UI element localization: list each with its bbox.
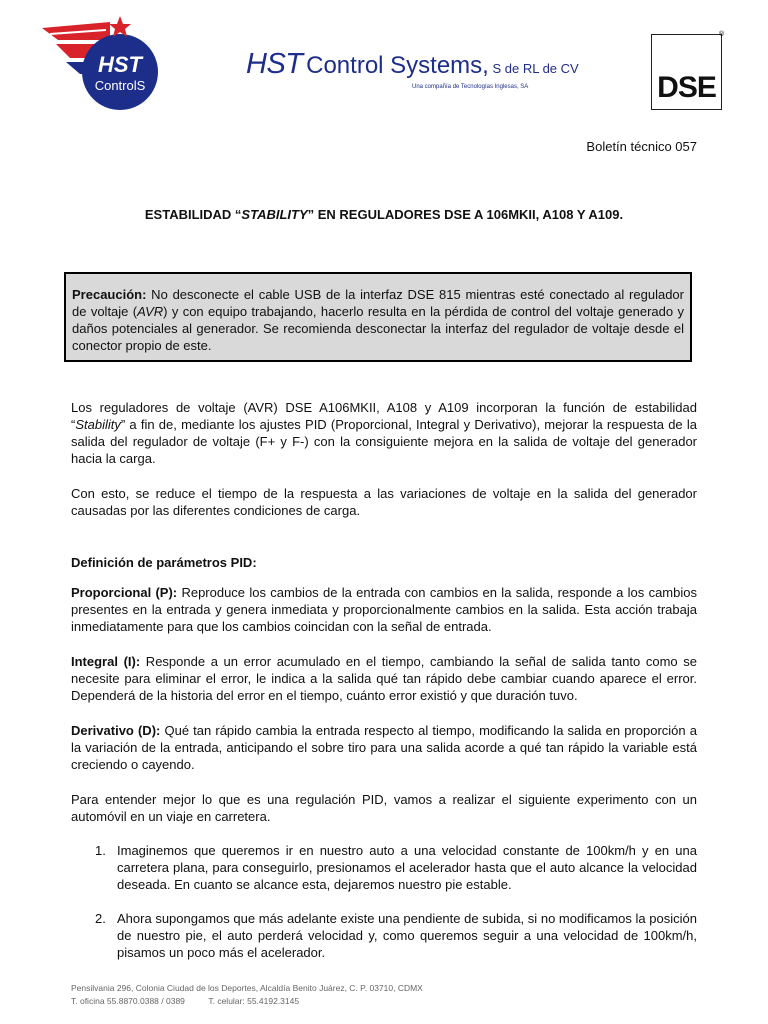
caution-italic: AVR [137,304,164,319]
title-italic: STABILITY [241,207,308,222]
title-post: ” EN REGULADORES DSE A 106MKII, A108 Y A109. [307,207,624,222]
experiment-intro: Para entender mejor lo que es una regulación PID, vamos a realizar el siguiente experimento con un automóvil en un viaje en carretera. [71,792,697,824]
list-item [95,910,697,961]
logo-hst-text: HST [98,52,142,77]
registered-mark: ® [719,31,725,38]
list-item-text: Ahora supongamos que más adelante existe una pendiente de subida, si no modificamos la posición de nuestro pie, el auto perderá velocidad y, como queremos seguir a una velocidad de 100km/h, pisamos un poco más el acelerador. [117,911,697,960]
list-item-text: Imaginemos que queremos ir en nuestro auto a una velocidad constante de 100km/h y en una carretera plana, para conseguirlo, presionamos el acelerador hasta que el auto alcance la velocidad deseada. En cuanto se alcance esta, dejaremos nuestro pie estable. [117,843,697,892]
footer-phones: T. oficina 55.8870.0388 / 0389 T. celular: 55.4192.3145 [71,996,300,1006]
document-title [71,207,697,222]
dse-logo-text: DSE [657,71,716,104]
logo-star [109,16,131,37]
pid-proportional [71,584,697,635]
intro-p1b: ” a fin de, mediante los ajustes PID (Proporcional, Integral y Derivativo), mejorar la respuesta de la salida del regulador de voltaje (F+ y F-) con la consiguiente mejora en la salida de voltaje del generador hacia la carga. [71,417,697,466]
pid-p-text: Reproduce los cambios de la entrada con cambios en la salida, responde a los cambios presentes en la entrada y genera inmediata y proporcionalmente cambios en la salida. Esta acción trabaja inmediatamente para que los cambios coincidan con la señal de entrada. [71,585,697,634]
company-name [246,48,579,81]
list-item [95,842,697,893]
company-tagline: Una compañía de Tecnologías Inglesas, SA [412,84,529,90]
title-pre: ESTABILIDAD “ [144,207,242,222]
caution-label: Precaución: [72,287,147,302]
footer [71,982,423,1008]
list-item-number: 2. [95,911,106,926]
bulletin-number: Boletín técnico 057 [586,139,697,154]
list-item-number: 1. [95,843,106,858]
pid-i-text: Responde a un error acumulado en el tiempo, cambiando la señal de salida tanto como se necesite para eliminar el error, le indica a la salida qué tan rápido debe cambiar cuando aparece el error. Dependerá de la historia del error en el tiempo, cuánto error existió y que duración tuvo. [71,654,698,703]
pid-p-label: Proporcional (P): [71,585,178,600]
logo-controls-text: ControlS [94,78,146,93]
dse-logo [651,34,722,110]
company-name-hst: HST [246,48,303,80]
intro-p1a: Los reguladores de voltaje (AVR) DSE A106MKII, A108 y A109 incorporan la función de estabilidad “ [71,400,697,432]
company-name-rest: Control Systems, [306,52,489,79]
caution-text-1: No desconecte el cable USB de la interfaz DSE 815 mientras esté conectado al regulador de voltaje ( [72,287,684,319]
hst-controls-logo [40,14,170,114]
pid-d-label: Derivativo (D): [71,723,161,738]
intro-p1-italic: Stability [75,417,121,432]
intro-paragraph-1 [71,399,697,467]
pid-integral [71,653,697,704]
intro-paragraph-2: Con esto, se reduce el tiempo de la respuesta a las variaciones de voltaje en la salida del generador causadas por las diferentes condiciones de carga. [71,486,697,518]
footer-address: Pensilvania 296, Colonia Ciudad de los Deportes, Alcaldía Benito Juárez, C. P. 03710, CDMX [71,983,423,993]
company-name-srl: S de RL de CV [492,61,579,76]
pid-heading: Definición de parámetros PID: [71,555,257,570]
caution-box [64,272,692,362]
pid-derivative [71,722,697,773]
caution-text-2: ) y con equipo trabajando, hacerlo resulta en la pérdida de control del voltaje generado y daños potenciales al generador. Se recomienda desconectar la interfaz del regulador de voltaje desde el conector propio de este. [72,304,684,353]
pid-i-label: Integral (I): [71,654,141,669]
pid-d-text: Qué tan rápido cambia la entrada respecto al tiempo, modificando la salida en proporción a la variación de la entrada, anticipando el sobre tiro para una salida acorde a qué tan rápido la variable está creciendo o cayendo. [71,723,697,772]
